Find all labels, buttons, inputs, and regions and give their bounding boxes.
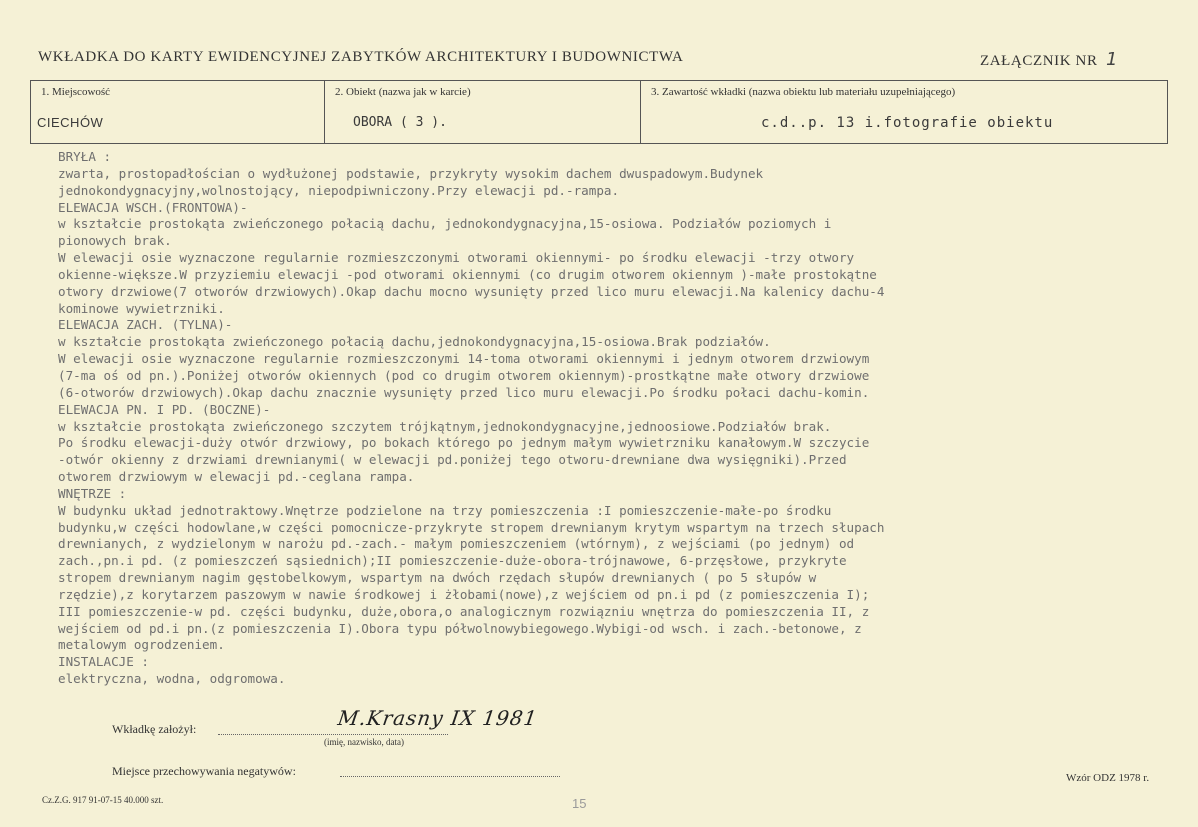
description-body	[58, 149, 1158, 688]
description-line: INSTALACJE :	[58, 654, 149, 670]
description-line: zwarta, prostopadłościan o wydłużonej podstawie, przykryty wysokim dachem dwuspadowym.Budynek	[58, 165, 764, 181]
founder-label: Wkładkę założył:	[112, 722, 197, 736]
form-model: Wzór ODZ 1978 r.	[1066, 772, 1150, 784]
description-line: III pomieszczenie-w pd. części budynku, duże,obora,o analogicznym rozwiązniu wnętrza do pomieszczenia II, z	[58, 603, 870, 619]
contents-label: 3. Zawartość wkładki (nazwa obiektu lub materiału uzupełniającego)	[651, 86, 956, 98]
description-line: otworem drzwiowym w elewacji pd.-ceglana rampa.	[58, 469, 415, 485]
description-line: BRYŁA :	[58, 149, 112, 164]
description-line: (7-ma oś od pn.).Poniżej otworów okiennych (pod co drugim otworem okiennym)-prostkątne małe otwory drzwiowe	[58, 367, 870, 383]
description-line: wejściem od pd.i pn.(z pomieszczenia I).Obora typu półwolnowybiegowego.Wybigi-od wsch. i zach.-betonowe, z	[58, 620, 862, 636]
description-line: W elewacji osie wyznaczone regularnie rozmieszczonymi otworami okiennymi- po środku elewacji -trzy otwory	[58, 250, 855, 266]
object-label: 2. Obiekt (nazwa jak w karcie)	[335, 86, 471, 98]
description-line: w kształcie prostokąta zwieńczonego połacią dachu,jednokondygnacyjna,15-osiowa.Brak podziałów.	[58, 334, 771, 350]
negatives-dotted-line	[340, 776, 560, 777]
locality-label: 1. Miejscowość	[41, 86, 111, 98]
description-line: rzędzie),z korytarzem paszowym w nawie środkowej i żłobami(nowe),z wejściem od pn.i pd (z pomieszczenia I);	[58, 586, 870, 602]
founder-dotted-line	[218, 734, 448, 735]
form-title: WKŁADKA DO KARTY EWIDENCYJNEJ ZABYTKÓW ARCHITEKTURY I BUDOWNICTWA	[38, 49, 684, 65]
print-info: Cz.Z.G. 917 91-07-15 40.000 szt.	[42, 795, 164, 805]
description-line: okienne-większe.W przyziemiu elewacji -pod otworami okiennymi (co drugim otworem okiennym )-małe prostokątne	[58, 266, 877, 282]
description-line: zach.,pn.i pd. (z pomieszczeń sąsiednich);II pomieszczenie-duże-obora-trójnawowe, 6-przęsłowe, przykryte	[58, 553, 847, 569]
page-number: 15	[572, 796, 587, 811]
description-line: W budynku układ jednotraktowy.Wnętrze podzielone na trzy pomieszczenia :I pomieszczenie-małe-po środku	[58, 502, 832, 518]
attachment-label: ZAŁĄCZNIK NR	[979, 53, 1098, 69]
description-line: w kształcie prostokąta zwieńczonego szczytem trójkątnym,jednokondygnacyjne,jednoosiowe.Podziałów brak.	[58, 418, 832, 434]
contents-value: c.d..p. 13 i.fotografie obiektu	[761, 115, 1054, 131]
description-line: ELEWACJA WSCH.(FRONTOWA)-	[58, 199, 248, 215]
founder-caption: (imię, nazwisko, data)	[324, 737, 404, 747]
object-cell	[325, 81, 641, 143]
contents-cell	[641, 81, 1168, 143]
description-line: pionowych brak.	[58, 233, 172, 249]
object-value: OBORA ( 3 ).	[353, 115, 447, 130]
description-line: jednokondygnacyjny,wolnostojący, niepodpiwniczony.Przy elewacji pd.-rampa.	[58, 182, 620, 198]
description-line: elektryczna, wodna, odgromowa.	[58, 671, 286, 687]
description-line: kominowe wywietrzniki.	[58, 300, 225, 316]
description-line: drewnianych, z wydzielonym w narożu pd.-zach.- małym pomieszczeniem (wtórnym), z wejściami (po jednym) od	[58, 536, 855, 552]
negatives-label: Miejsce przechowywania negatywów:	[112, 764, 296, 778]
description-line: WNĘTRZE :	[58, 485, 127, 501]
attachment-label-group	[980, 49, 1118, 70]
description-line: budynku,w części hodowlane,w części pomocnicze-przykryte stropem drewnianym krytym wspartym na trzech słupach	[58, 519, 885, 535]
handwritten-signature: M.Krasny IX 1981	[336, 706, 540, 730]
info-table	[30, 80, 1168, 144]
description-line: ELEWACJA PN. I PD. (BOCZNE)-	[58, 401, 271, 417]
locality-cell	[31, 81, 325, 143]
attachment-number: 1	[1105, 49, 1118, 70]
description-line: otwory drzwiowe(7 otworów drzwiowych).Okap dachu mocno wysunięty przed lico muru elewacji.Na kalenicy dachu-4	[58, 283, 885, 299]
description-line: (6-otworów drzwiowych).Okap dachu znacznie wysunięty przed lico muru elewacji.Po środku połaci dachu-komin.	[58, 384, 870, 400]
description-line: ELEWACJA ZACH. (TYLNA)-	[58, 317, 233, 333]
description-line: W elewacji osie wyznaczone regularnie rozmieszczonymi 14-toma otworami okiennymi i jednym otworem drzwiowym	[58, 351, 870, 367]
description-line: metalowym ogrodzeniem.	[58, 637, 225, 653]
locality-value: CIECHÓW	[37, 115, 104, 130]
description-line: -otwór okienny z drzwiami drewnianymi( w elewacji pd.poniżej tego otworu-drewniane dwa wysięgniki).Przed	[58, 452, 847, 468]
description-line: w kształcie prostokąta zwieńczonego połacią dachu, jednokondygnacyjna,15-osiowa. Podziałów poziomych i	[58, 216, 832, 232]
description-line: Po środku elewacji-duży otwór drzwiowy, po bokach którego po jednym małym wywietrzniku kanałowym.W szczycie	[58, 435, 870, 451]
description-line: stropem drewnianym nagim gęstobelkowym, wspartym na dwóch rzędach słupów drewnianych ( po 5 słupów w	[58, 570, 817, 586]
